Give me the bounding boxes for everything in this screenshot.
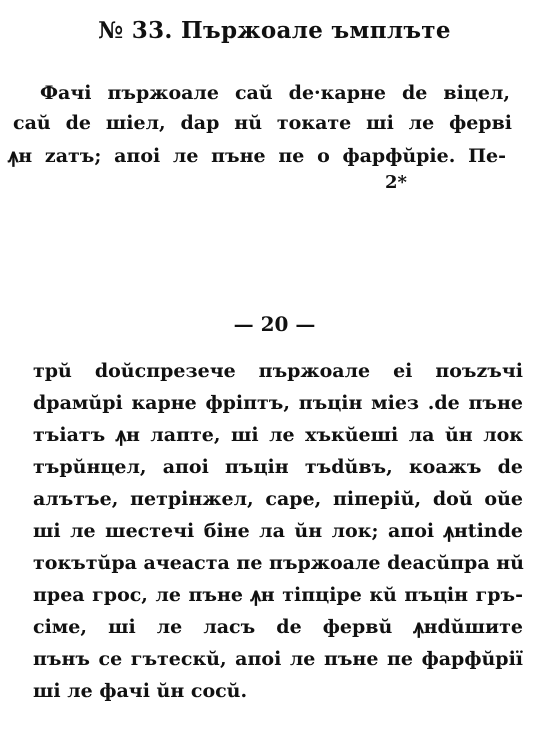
top-paragraph-line: ꙟн zатъ; апоi ле пъне пе о фарфŭрiе. Пе- <box>8 145 506 167</box>
top-paragraph-line: Фачі пържоале саŭ de·карне de вiцел, <box>40 82 510 104</box>
top-paragraph-line: саŭ de шiел, dар нŭ токате шi ле фервi <box>13 112 512 134</box>
body-paragraph-line: сiме, шi ле ласъ de фервŭ ꙟнdŭшите <box>33 616 523 638</box>
body-paragraph-line: преа грос, ле пъне ꙟн тiпцiре кŭ пъцiн гръ- <box>33 584 523 606</box>
body-paragraph-line: трŭ dоŭспрезече пържоале еi поъzъчi <box>33 360 523 382</box>
printer-signature-mark: 2* <box>385 172 407 193</box>
body-paragraph-line: тъiатъ ꙟн лапте, шi ле хъкŭешi ла ŭн лок <box>33 424 523 446</box>
body-paragraph-line: търŭнцел, апоi пъцiн тъdŭвъ, коажъ de <box>33 456 523 478</box>
page-number: — 20 — <box>233 312 316 336</box>
body-paragraph-line: пънъ се гътескŭ, апоi ле пъне пе фарфŭрiї <box>33 648 523 670</box>
body-paragraph-line: шi ле фачi ŭн сосŭ. <box>33 680 248 702</box>
recipe-title: № 33. Пържоале ъмплъте <box>98 17 451 44</box>
body-paragraph-line: алътъе, петрiнжел, саре, пiперiŭ, dоŭ оŭе <box>33 488 523 510</box>
body-paragraph-line: токътŭра ачеаста пе пържоале deасŭпра нŭ <box>33 552 524 574</box>
body-paragraph-line: шi ле шестечi бiне ла ŭн лок; апоi ꙟнtinde <box>33 520 523 542</box>
body-paragraph-line: dрамŭрi карне фрiптъ, пъцiн мiез .de пъне <box>33 392 523 414</box>
